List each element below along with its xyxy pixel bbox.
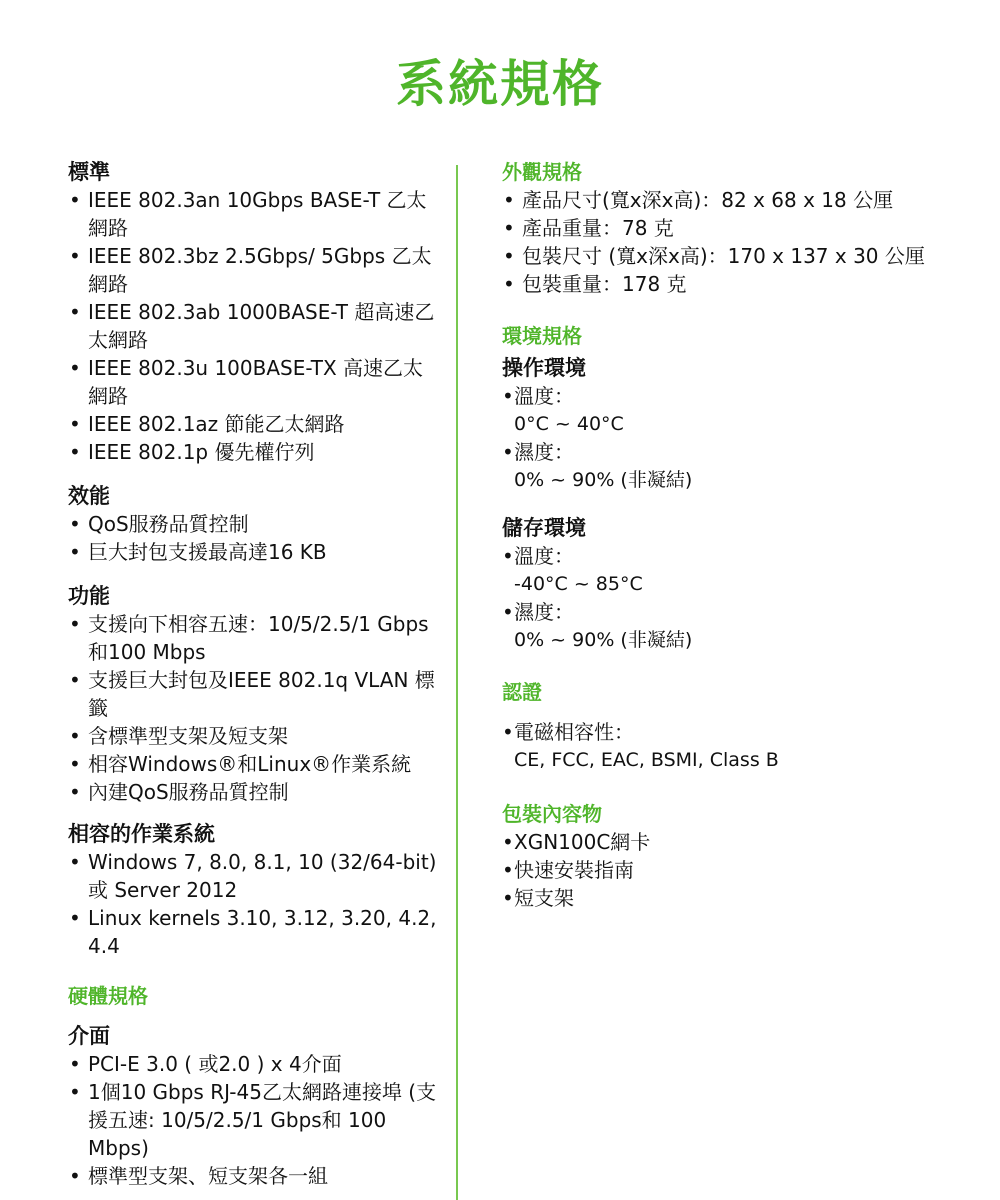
- environment-section: [502, 322, 972, 654]
- list-item: • IEEE 802.3ab 1000BASE-T 超高速乙太網路: [68, 298, 438, 354]
- list-item: • QoS服務品質控制: [68, 510, 438, 538]
- column-divider: [456, 165, 458, 1200]
- list-item: • PCI-E 3.0 ( 或2.0 ) x 4介面: [68, 1050, 438, 1078]
- features-list: [68, 610, 438, 806]
- list-item: • Windows 7, 8.0, 8.1, 10 (32/64-bit) 或 Server 2012: [68, 848, 438, 904]
- list-item: • 快速安裝指南: [502, 856, 972, 884]
- list-item: • XGN100C網卡: [502, 828, 972, 856]
- hardware-heading: 硬體規格: [68, 984, 148, 1008]
- performance-section: [68, 482, 438, 566]
- list-item: • 包裝尺寸 (寬x深x高)：170 x 137 x 30 公厘: [502, 242, 972, 270]
- list-item: • 短支架: [502, 884, 972, 912]
- list-item: • IEEE 802.3an 10Gbps BASE-T 乙太網路: [68, 186, 438, 242]
- storage-list: [502, 542, 972, 570]
- storage-humidity-list: [502, 598, 972, 626]
- os-list: [68, 848, 438, 960]
- list-item: • 含標準型支架及短支架: [68, 722, 438, 750]
- list-item: • IEEE 802.1p 優先權佇列: [68, 438, 438, 466]
- list-item: • 濕度：: [502, 598, 972, 626]
- operating-list: [502, 382, 972, 410]
- interface-heading: 介面: [68, 1024, 110, 1048]
- storage-humidity-value: 0% ~ 90% (非凝結): [514, 629, 693, 651]
- os-section: [68, 820, 438, 960]
- package-section: [502, 800, 972, 912]
- list-item: • 標準型支架、短支架各一組: [68, 1162, 438, 1190]
- operating-humidity-list: [502, 438, 972, 466]
- list-item: • Linux kernels 3.10, 3.12, 3.20, 4.2, 4.4: [68, 904, 438, 960]
- certification-value: CE, FCC, EAC, BSMI, Class B: [514, 749, 779, 771]
- storage-heading: 儲存環境: [502, 516, 586, 540]
- features-section: [68, 582, 438, 806]
- list-item: • 溫度：: [502, 542, 972, 570]
- standard-heading: 標準: [68, 160, 110, 184]
- package-heading: 包裝內容物: [502, 802, 602, 826]
- list-item: • 溫度：: [502, 382, 972, 410]
- list-item: • 產品尺寸(寬x深x高)：82 x 68 x 18 公厘: [502, 186, 972, 214]
- operating-humidity-value: 0% ~ 90% (非凝結): [514, 469, 693, 491]
- appearance-heading: 外觀規格: [502, 160, 582, 184]
- list-item: • 支援巨大封包及IEEE 802.1q VLAN 標籤: [68, 666, 438, 722]
- appearance-section: [502, 158, 972, 298]
- left-column: [68, 158, 438, 1190]
- operating-temp-value: 0°C ~ 40°C: [514, 413, 624, 435]
- operating-heading: 操作環境: [502, 356, 586, 380]
- list-item: • 電磁相容性：: [502, 718, 972, 746]
- standard-section: [68, 158, 438, 466]
- list-item: • IEEE 802.3bz 2.5Gbps/ 5Gbps 乙太網路: [68, 242, 438, 298]
- right-column: [502, 158, 972, 912]
- page-title: 系統規格: [396, 55, 604, 113]
- list-item: • 內建QoS服務品質控制: [68, 778, 438, 806]
- standard-list: [68, 186, 438, 466]
- certification-heading: 認證: [502, 680, 542, 704]
- list-item: • 濕度：: [502, 438, 972, 466]
- list-item: • 相容Windows®和Linux®作業系統: [68, 750, 438, 778]
- hardware-list: [68, 1050, 438, 1190]
- features-heading: 功能: [68, 584, 110, 608]
- certification-section: [502, 678, 972, 774]
- list-item: • 產品重量：78 克: [502, 214, 972, 242]
- list-item: • 巨大封包支援最高達16 KB: [68, 538, 438, 566]
- hardware-section: [68, 982, 438, 1190]
- environment-heading: 環境規格: [502, 324, 582, 348]
- list-item: • 包裝重量：178 克: [502, 270, 972, 298]
- os-heading: 相容的作業系統: [68, 822, 215, 846]
- list-item: • 1個10 Gbps RJ-45乙太網路連接埠 (支援五速: 10/5/2.5/1 Gbps和 100 Mbps): [68, 1078, 438, 1162]
- storage-temp-value: -40°C ~ 85°C: [514, 573, 643, 595]
- performance-heading: 效能: [68, 484, 110, 508]
- appearance-list: [502, 186, 972, 298]
- performance-list: [68, 510, 438, 566]
- package-list: [502, 828, 972, 912]
- list-item: • IEEE 802.1az 節能乙太網路: [68, 410, 438, 438]
- list-item: • IEEE 802.3u 100BASE-TX 高速乙太網路: [68, 354, 438, 410]
- list-item: • 支援向下相容五速：10/5/2.5/1 Gbps 和100 Mbps: [68, 610, 438, 666]
- certification-list: [502, 718, 972, 746]
